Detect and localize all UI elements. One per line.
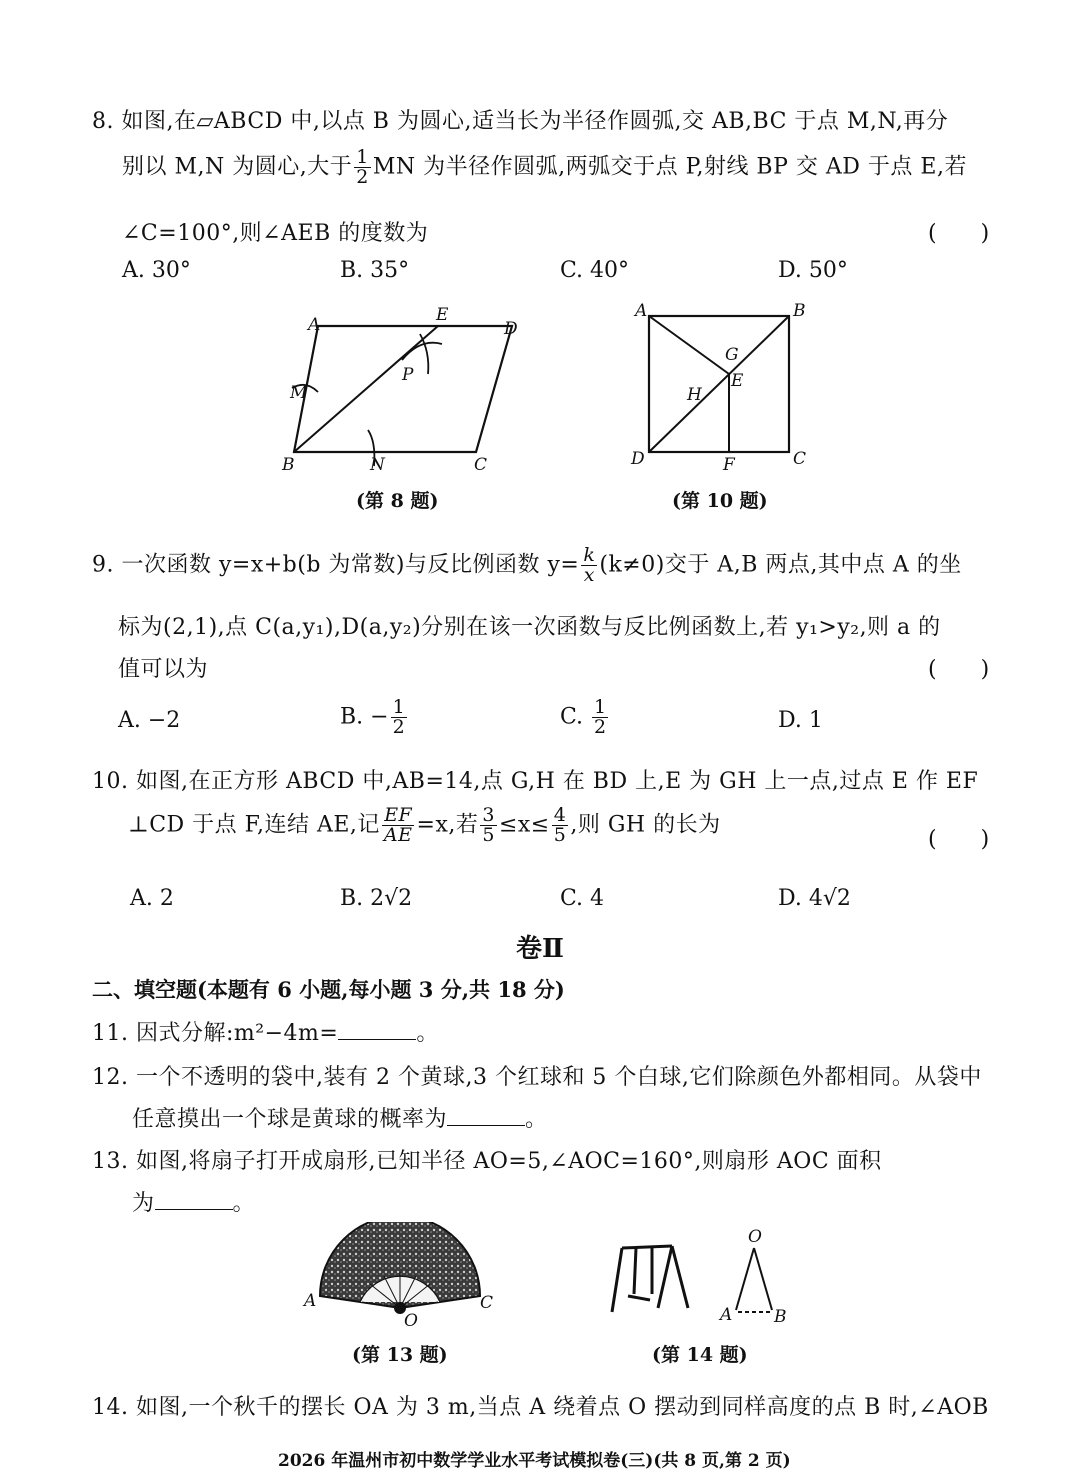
q9-line1-part-b: (k≠0)交于 A,B 两点,其中点 A 的坐 (599, 552, 962, 578)
q8-option-d: D. 50° (778, 258, 848, 283)
figure-14-swing (600, 1222, 810, 1332)
label-a: A (308, 315, 321, 335)
label-c: C (793, 449, 807, 469)
q9-fraction (581, 546, 597, 585)
q9-option-c-numerator: 1 (594, 696, 607, 718)
label-o: O (748, 1227, 762, 1247)
label-d: D (504, 319, 518, 339)
q12-end: 。 (525, 1107, 548, 1132)
q9-line2: 标为(2,1),点 C(a,y₁),D(a,y₂)分别在该一次函数与反比例函数上,若 y₁>y₂,则 a 的 (118, 615, 941, 640)
figure-13-caption: (第 13 题) (352, 1344, 448, 1366)
q9-line3: 值可以为 (118, 657, 209, 682)
q12-answer-blank[interactable] (447, 1107, 525, 1126)
q9-option-b-prefix: B. − (340, 704, 389, 730)
section-title: 卷Ⅱ (516, 934, 564, 964)
q12-line1: 12. 一个不透明的袋中,装有 2 个黄球,3 个红球和 5 个白球,它们除颜色外都相同。从袋中 (92, 1065, 982, 1090)
q10-option-c: C. 4 (560, 886, 605, 911)
parallelogram-abcd (294, 326, 512, 452)
label-h: H (687, 385, 702, 405)
page-footer: 2026 年温州市初中数学学业水平考试模拟卷(三)(共 8 页,第 2 页) (278, 1451, 791, 1471)
label-a: A (635, 301, 648, 321)
q10-line2-part-d: ,则 GH 的长为 (570, 812, 721, 838)
q10-fraction-four-fifths-denominator: 5 (553, 824, 567, 846)
figure-10-square (625, 300, 815, 480)
q9-option-c-fraction (592, 698, 608, 737)
q8-fraction-denominator: 2 (356, 166, 369, 188)
figure-10-caption: (第 10 题) (672, 490, 768, 512)
q11-text: 11. 因式分解:m²−4m= (92, 1021, 339, 1046)
q13-line1: 13. 如图,将扇子打开成扇形,已知半径 AO=5,∠AOC=160°,则扇形 AOC 面积 (92, 1149, 882, 1174)
q8-line3: ∠C=100°,则∠AEB 的度数为 (122, 221, 429, 246)
label-b: B (793, 301, 806, 321)
figure-8-caption: (第 8 题) (356, 490, 439, 512)
q9-option-b-denominator: 2 (392, 716, 405, 738)
label-c: C (480, 1293, 494, 1313)
label-a: A (720, 1305, 733, 1325)
q14-line1: 14. 如图,一个秋千的摆长 OA 为 3 m,当点 A 绕着点 O 摆动到同样高度的点 B 时,∠AOB (92, 1395, 989, 1420)
figure-14-caption: (第 14 题) (652, 1344, 748, 1366)
label-g: G (725, 345, 739, 365)
q9-option-c (560, 698, 610, 737)
swing-diagram (736, 1248, 772, 1312)
part2-header: 二、填空题(本题有 6 小题,每小题 3 分,共 18 分) (92, 977, 565, 1002)
q10-fraction-three-fifths-denominator: 5 (482, 824, 495, 846)
q10-option-a: A. 2 (130, 886, 174, 911)
q9-option-c-denominator: 2 (594, 716, 607, 738)
q13-line2-text: 为 (132, 1191, 155, 1216)
q10-fraction-ef-ae (382, 806, 415, 845)
q10-fraction-four-fifths-numerator: 4 (553, 804, 567, 826)
q13-line2 (132, 1186, 255, 1217)
q11-end: 。 (416, 1021, 439, 1046)
q10-line2-part-c: ≤x≤ (498, 812, 550, 838)
q10-line1: 10. 如图,在正方形 ABCD 中,AB=14,点 G,H 在 BD 上,E 为 GH 上一点,过点 E 作 EF (92, 769, 979, 794)
q8-option-b: B. 35° (340, 258, 410, 283)
q13-answer-blank[interactable] (155, 1191, 233, 1210)
q8-answer-paren: ( ) (928, 221, 990, 246)
q8-line2-part-b: MN 为半径作圆弧,两弧交于点 P,射线 BP 交 AD 于点 E,若 (372, 154, 967, 180)
q11-line (92, 1016, 439, 1047)
q10-fraction-ef-ae-numerator: EF (384, 804, 413, 826)
q9-option-c-prefix: C. (560, 704, 591, 730)
segment-ae (649, 316, 729, 374)
q13-end: 。 (232, 1191, 256, 1216)
q10-option-b: B. 2√2 (340, 886, 413, 911)
label-d: D (631, 449, 645, 469)
q9-option-b-numerator: 1 (392, 696, 405, 718)
q8-fraction (354, 148, 371, 187)
label-p: P (402, 365, 414, 385)
q9-option-a: A. −2 (118, 708, 181, 733)
q10-line2-part-b: =x,若 (416, 812, 479, 838)
q10-fraction-three-fifths-numerator: 3 (482, 804, 495, 826)
q10-fraction-four-fifths (552, 806, 569, 845)
q9-option-d: D. 1 (778, 708, 823, 733)
label-a: A (304, 1291, 317, 1311)
q8-line2 (122, 148, 967, 187)
q8-option-a: A. 30° (122, 258, 191, 283)
label-o: O (404, 1311, 418, 1331)
q10-option-d: D. 4√2 (778, 886, 851, 911)
q9-answer-paren: ( ) (928, 657, 990, 682)
q9-fraction-numerator: k (583, 544, 596, 566)
q9-option-b (340, 698, 409, 737)
swing-frame (612, 1246, 688, 1312)
q9-fraction-denominator: x (583, 564, 595, 586)
q9-line1-part-a: 9. 一次函数 y=x+b(b 为常数)与反比例函数 y= (92, 552, 580, 578)
figure-8-parallelogram (270, 300, 530, 480)
q10-fraction-ef-ae-denominator: AE (383, 824, 413, 846)
label-b: B (774, 1307, 787, 1327)
label-e: E (436, 305, 449, 325)
q9-option-b-fraction (391, 698, 407, 737)
label-e: E (731, 371, 744, 391)
q8-line2-part-a: 别以 M,N 为圆心,大于 (122, 154, 353, 180)
q8-line1: 8. 如图,在▱ABCD 中,以点 B 为圆心,适当长为半径作圆弧,交 AB,BC 于点 M,N,再分 (92, 109, 949, 134)
q12-line2 (132, 1102, 548, 1133)
q8-fraction-numerator: 1 (356, 146, 369, 168)
q8-option-c: C. 40° (560, 258, 630, 283)
diagonal-bd (649, 316, 789, 452)
label-c: C (474, 455, 488, 475)
label-n: N (370, 455, 385, 475)
q10-line2-part-a: ⊥CD 于点 F,连结 AE,记 (128, 812, 380, 838)
label-f: F (723, 455, 735, 475)
q10-line2 (128, 806, 721, 845)
q10-fraction-three-fifths (480, 806, 497, 845)
q10-answer-paren: ( ) (928, 827, 990, 852)
q11-answer-blank[interactable] (338, 1021, 416, 1040)
q9-line1 (92, 546, 962, 585)
figure-13-fan (300, 1222, 510, 1332)
label-b: B (282, 455, 295, 475)
q12-line2-text: 任意摸出一个球是黄球的概率为 (132, 1107, 448, 1132)
label-m: M (290, 383, 308, 403)
